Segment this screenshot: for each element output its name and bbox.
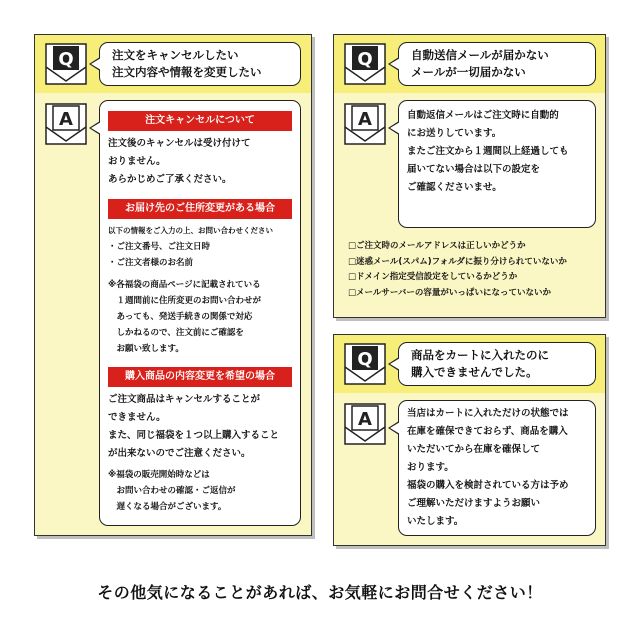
question-bubble [99,42,301,86]
text-line: あっても、発送手続きの関係で対応 [108,312,253,322]
question-line-1: 注文をキャンセルしたい [112,48,239,62]
text-line: 在庫を確保できておらず、商品を購入 [407,426,568,437]
a-envelope-icon [45,103,87,145]
text-line: しかねるので、注文前にご確認を [108,328,244,338]
text-line: 福袋の購入を検討されている方は予め [407,480,569,491]
text-line: 注文後のキャンセルは受け付けて [108,138,251,149]
text-line: 自動返信メールはご注文時に自動的 [407,110,559,121]
text-line: ご理解いただけますようお願い [407,498,541,509]
text-line: ・ご注文番号、ご注文日時 [108,242,211,252]
a-envelope-icon [344,103,386,145]
text-line: 遅くなる場合がございます。 [108,502,227,512]
text-line: お問い合わせの確認・ご返信が [108,486,236,496]
answer-bubble [99,100,301,526]
checklist-item: □メールサーバーの容量がいっぱいになっていないか [348,287,551,298]
text-line: 当店はカートに入れただけの状態では [407,408,569,419]
checklist-item: □ご注文時のメールアドレスは正しいかどうか [348,241,526,251]
a-letter: A [358,409,372,430]
q-envelope-icon [45,43,87,85]
text-line: また、同じ福袋を１つ以上購入すること [108,430,280,441]
q-envelope-icon [344,343,386,385]
question-line-2: 購入できませんでした。 [411,365,538,379]
question-bubble [398,42,596,86]
text-line: ご確認くださいませ。 [407,182,502,193]
text-line: ・ご注文者様のお名前 [108,258,194,268]
checklist [348,239,567,301]
text-line: おります。 [407,462,454,473]
faq-panel-cancel [34,34,312,536]
text-line: 届いてない場合は以下の設定を [407,164,541,175]
text-line: いたします。 [407,516,464,527]
text-line: あらかじめご了承ください。 [108,174,232,185]
question-line-2: 注文内容や情報を変更したい [112,65,262,79]
text-line: またご注文から１週間以上経過しても [407,146,569,157]
section-heading-change: 購入商品の内容変更を希望の場合 [108,367,292,387]
question-line-2: メールが一切届かない [411,65,526,79]
text-line: ご注文商品はキャンセルすることが [108,394,261,405]
question-line-1: 自動送信メールが届かない [411,48,549,62]
checklist-item: □迷惑メール(スパム)フォルダに振り分けられていないか [348,256,567,267]
question-line-1: 商品をカートに入れたのに [411,348,549,362]
q-letter: Q [357,349,373,370]
question-bubble [398,342,596,386]
footer-message: その他気になることがあれば、お気軽にお問合せください！ [97,583,543,602]
text-line: が出来ないのでご注意ください。 [108,448,251,459]
a-envelope-icon [344,403,386,445]
text-line: ※各福袋の商品ページに記載されている [108,280,261,290]
faq-panel-email [333,34,606,318]
q-letter: Q [58,49,74,70]
a-letter: A [59,109,73,130]
text-line: お願い致します。 [108,344,184,354]
text-line: できません。 [108,412,166,423]
text-line: にお送りしています。 [407,128,502,139]
a-letter: A [358,109,372,130]
text-line: 以下の情報をご入力の上、お問い合わせください [108,226,273,235]
text-line: いただいてから在庫を確保して [407,444,541,455]
text-line: おりません。 [108,156,166,167]
text-line: ※福袋の販売開始時などは [108,470,210,480]
faq-panel-cart [333,334,606,546]
answer-bubble [398,400,596,536]
section-heading-cancel: 注文キャンセルについて [108,111,292,131]
checklist-item: □ドメイン指定受信設定をしているかどうか [348,272,518,282]
q-letter: Q [357,49,373,70]
text-line: １週間前に住所変更のお問い合わせが [108,296,262,306]
q-envelope-icon [344,43,386,85]
answer-bubble [398,100,596,228]
section-heading-address: お届け先のご住所変更がある場合 [108,199,292,219]
